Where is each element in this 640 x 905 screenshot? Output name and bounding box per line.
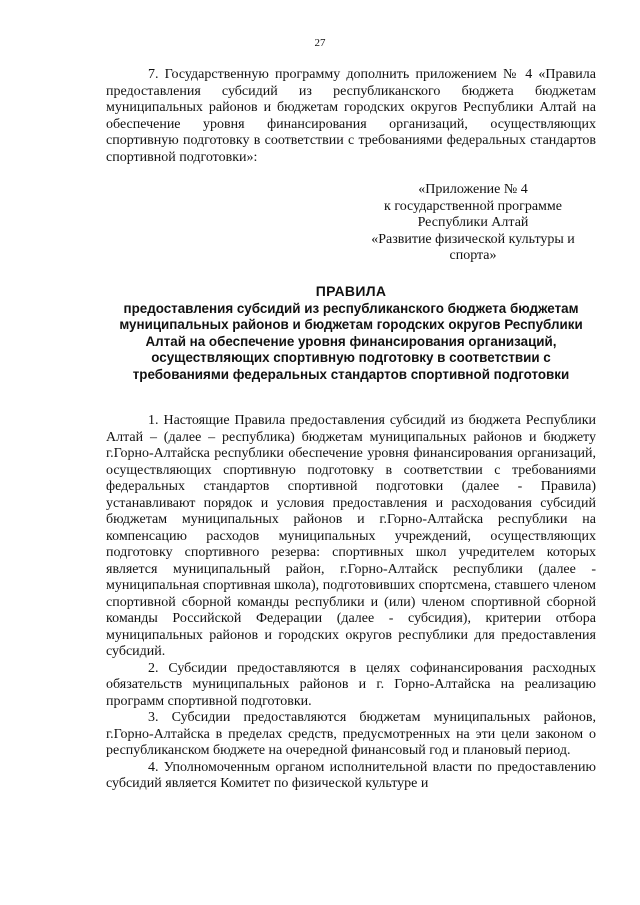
intro-paragraph: 7. Государственную программу дополнить приложением № 4 «Правила предоставления субсидий из республиканского бюджета бюджетам муниципальных районов и бюджетам городских округов Республики Алтай на обеспечение уровня финансирования организаций, осуществляющих спортивную подготовку в соответствии с требованиями федеральных стандартов спортивной подготовки»: bbox=[106, 67, 596, 165]
rules-heading: ПРАВИЛА bbox=[315, 283, 387, 299]
rules-title-block bbox=[106, 283, 596, 383]
paragraph-1: 1. Настоящие Правила предоставления субсидий из бюджета Республики Алтай – (далее – республика) бюджетам муниципальных районов и бюджету г.Горно-Алтайска республики обеспечение уровня финансирования организаций, осуществляющих спортивную подготовку в соответствии с требованиями федеральных стандартов спортивной подготовки (далее - Правила) устанавливают порядок и условия предоставления и расходования субсидий бюджетам муниципальных районов и г.Горно-Алтайска республики на компенсацию расходов муниципальных учреждений, осуществляющих подготовку спортивного резерва: спортивных школ учредителем которых является муниципальный район, г.Горно-Алтайск республики (далее - муниципальная спортивная школа), подготовивших спортсмена, ставшего членом спортивной сборной команды республики и (или) членом спортивной сборной команды Российской Федерации (далее - субсидия), критерии отбора муниципальных районов и городских округов республики для предоставления субсидий. bbox=[106, 413, 596, 659]
rules-subtitle: предоставления субсидий из республиканского бюджета бюджетам муниципальных районов и бюджетам городских округов Республики Алтай на обеспечение уровня финансирования организаций, осуществляющих спортивную подготовку в соответствии с требованиями федеральных стандартов спортивной подготовки bbox=[119, 300, 583, 382]
appendix-line-1: «Приложение № 4 bbox=[418, 182, 528, 197]
appendix-line-3: Республики Алтай bbox=[417, 215, 529, 230]
intro-section bbox=[106, 67, 596, 166]
paragraph-2: 2. Субсидии предоставляются в целях софинансирования расходных обязательств муниципальных районов и г. Горно-Алтайска на реализацию программ спортивной подготовки. bbox=[106, 660, 596, 709]
page-number: 27 bbox=[314, 37, 326, 49]
appendix-line-2: к государственной программе bbox=[384, 198, 562, 214]
paragraph-3: 3. Субсидии предоставляются бюджетам муниципальных районов, г.Горно-Алтайска в пределах средств, предусмотренных на эти цели законом о республиканском бюджете на очередной финансовый год и плановый период. bbox=[106, 710, 596, 758]
appendix-reference bbox=[356, 182, 590, 265]
rules-body bbox=[106, 413, 596, 793]
paragraph-4: 4. Уполномоченным органом исполнительной власти по предоставлению субсидий является Комитет по физической культуре и bbox=[106, 759, 596, 791]
appendix-line-5: спорта» bbox=[449, 248, 497, 263]
appendix-line-4: «Развитие физической культуры и bbox=[371, 231, 575, 247]
